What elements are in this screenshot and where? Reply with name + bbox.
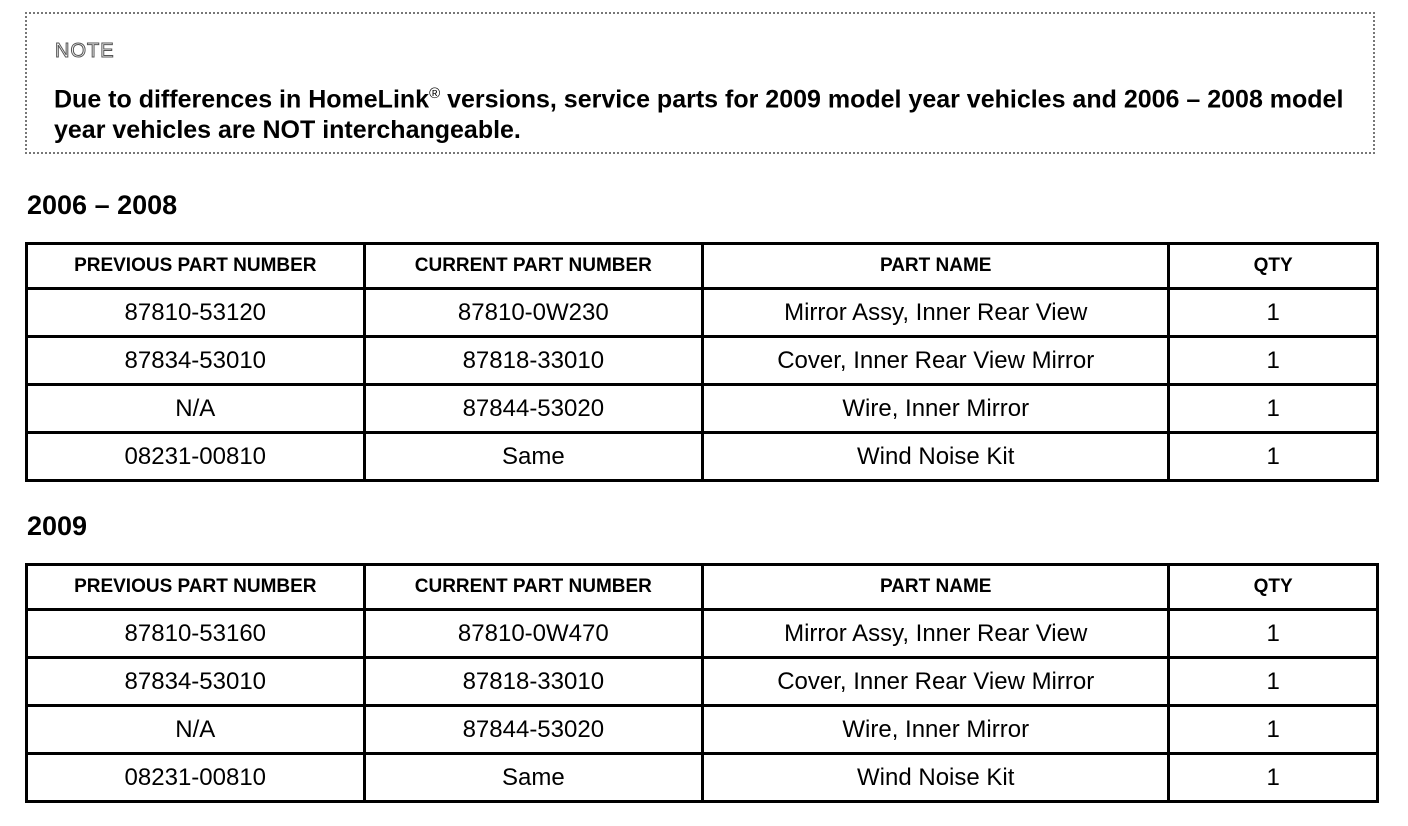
table-cell: 1 xyxy=(1169,754,1378,802)
column-header: PREVIOUS PART NUMBER xyxy=(27,565,365,610)
table-cell: 08231-00810 xyxy=(27,754,365,802)
table-cell: Wire, Inner Mirror xyxy=(703,385,1169,433)
table-row xyxy=(27,433,1378,481)
table-cell: N/A xyxy=(27,385,365,433)
column-header: CURRENT PART NUMBER xyxy=(364,244,702,289)
table-cell: Cover, Inner Rear View Mirror xyxy=(703,337,1169,385)
table-cell: Same xyxy=(364,433,702,481)
table-cell: 1 xyxy=(1169,610,1378,658)
parts-table-2006-2008 xyxy=(25,242,1379,482)
table-cell: 87818-33010 xyxy=(364,337,702,385)
note-text-end: versions, service parts for 2009 model year vehicles and 2006 – 2008 model year vehicles are NOT interchangeable. xyxy=(54,85,1344,145)
table-cell: Wind Noise Kit xyxy=(703,754,1169,802)
table-cell: 1 xyxy=(1169,337,1378,385)
table-cell: Same xyxy=(364,754,702,802)
table-row xyxy=(27,337,1378,385)
table-row xyxy=(27,754,1378,802)
table-cell: 87810-53160 xyxy=(27,610,365,658)
table-cell: 87810-53120 xyxy=(27,289,365,337)
table-cell: 87844-53020 xyxy=(364,706,702,754)
table-header-row xyxy=(27,244,1378,289)
table-cell: 1 xyxy=(1169,433,1378,481)
table-row xyxy=(27,610,1378,658)
registered-mark: ® xyxy=(429,85,441,102)
table-cell: Cover, Inner Rear View Mirror xyxy=(703,658,1169,706)
column-header: CURRENT PART NUMBER xyxy=(364,565,702,610)
table-cell: 1 xyxy=(1169,706,1378,754)
table-cell: 1 xyxy=(1169,658,1378,706)
table-row xyxy=(27,706,1378,754)
table-cell: 87844-53020 xyxy=(364,385,702,433)
note-box xyxy=(25,12,1375,154)
table-cell: 08231-00810 xyxy=(27,433,365,481)
table-header-row xyxy=(27,565,1378,610)
column-header: QTY xyxy=(1169,565,1378,610)
table-cell: 1 xyxy=(1169,385,1378,433)
table-row xyxy=(27,385,1378,433)
column-header: PART NAME xyxy=(703,565,1169,610)
note-text-start: Due to differences in HomeLink xyxy=(54,85,430,114)
table-row xyxy=(27,658,1378,706)
table-cell: 87810-0W470 xyxy=(364,610,702,658)
column-header: PREVIOUS PART NUMBER xyxy=(27,244,365,289)
table-cell: 87834-53010 xyxy=(27,658,365,706)
section-heading-2006-2008: 2006 – 2008 xyxy=(27,190,178,220)
table-cell: 87818-33010 xyxy=(364,658,702,706)
table-cell: Wire, Inner Mirror xyxy=(703,706,1169,754)
note-label: NOTE xyxy=(55,40,115,62)
table-cell: Mirror Assy, Inner Rear View xyxy=(703,289,1169,337)
table-cell: Mirror Assy, Inner Rear View xyxy=(703,610,1169,658)
column-header: QTY xyxy=(1169,244,1378,289)
section-heading-2009: 2009 xyxy=(27,511,88,541)
table-cell: 1 xyxy=(1169,289,1378,337)
table-cell: Wind Noise Kit xyxy=(703,433,1169,481)
note-text xyxy=(54,78,1354,146)
parts-table-2009 xyxy=(25,563,1379,803)
table-cell: 87810-0W230 xyxy=(364,289,702,337)
table-cell: 87834-53010 xyxy=(27,337,365,385)
table-cell: N/A xyxy=(27,706,365,754)
table-row xyxy=(27,289,1378,337)
column-header: PART NAME xyxy=(703,244,1169,289)
